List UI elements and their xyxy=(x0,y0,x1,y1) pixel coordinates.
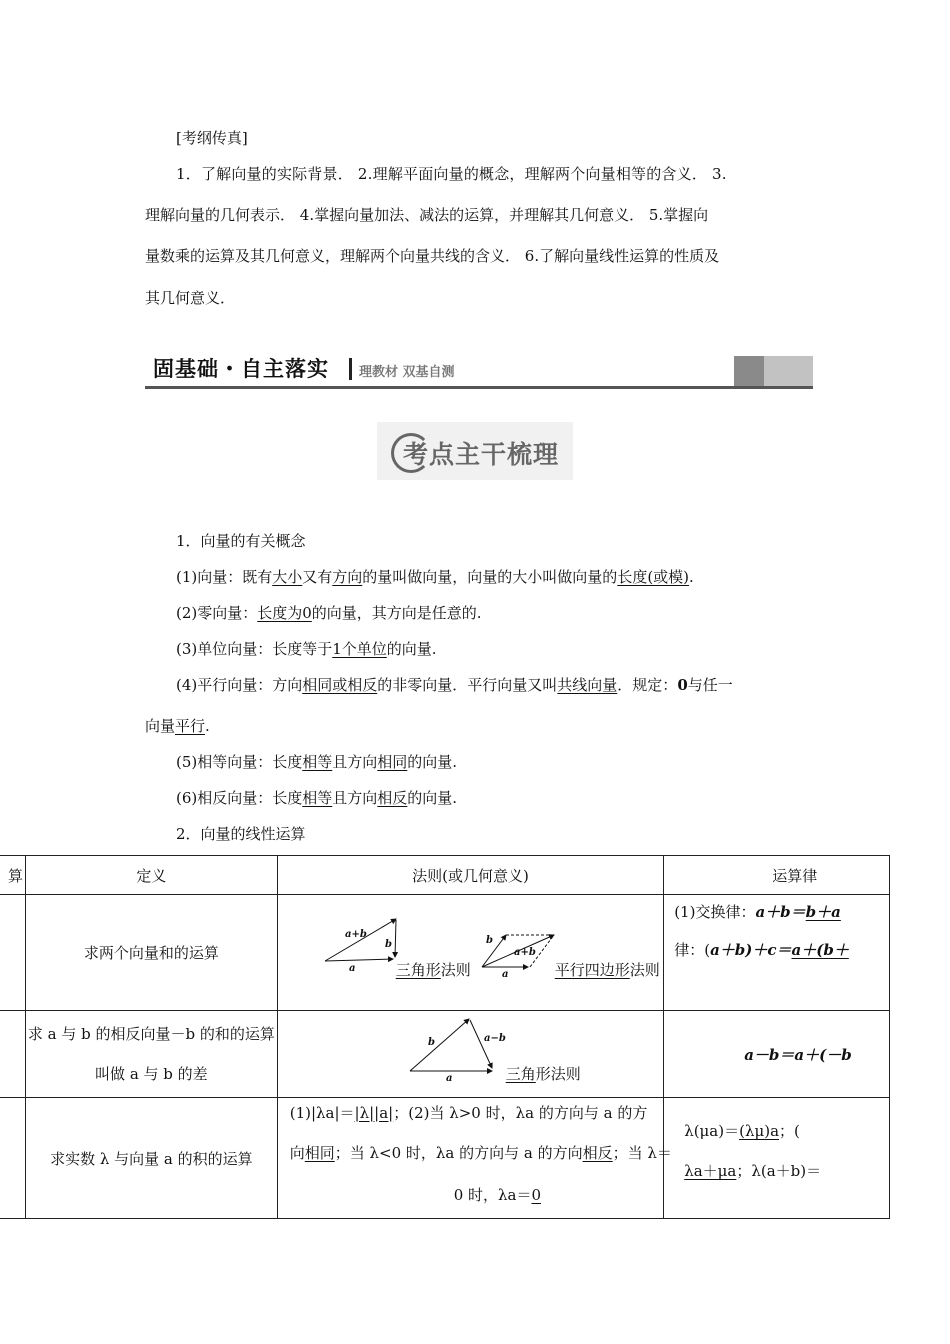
concept-parallel-vector-cont: 向量平行. xyxy=(145,717,210,735)
rule-scalar-line-1: (1)|λa|＝|λ||a|；(2)当 λ>0 时，λa 的方向与 a 的方 xyxy=(289,1104,648,1122)
law-associative: 律：(a＋b)＋c＝a＋(b＋ xyxy=(674,941,849,959)
table-cell-rule xyxy=(277,895,663,1011)
table-header-cell: 运算律 xyxy=(664,856,890,895)
table-header-row xyxy=(0,856,890,895)
rule-scalar-line-3: 0 时，λa＝0 xyxy=(453,1186,542,1204)
table-cell-rule xyxy=(277,1011,663,1098)
law-scalar-associative: λ(μa)＝(λμ)a；( xyxy=(684,1122,800,1140)
section1-heading: 1．向量的有关概念 xyxy=(176,532,306,550)
table-cell xyxy=(0,1098,25,1219)
rule-triangle-label: 三角形法则 xyxy=(505,1065,581,1083)
table-cell-rule xyxy=(277,1098,672,1219)
concept-vector: (1)向量：既有大小又有方向的量叫做向量，向量的大小叫做向量的长度(或模). xyxy=(176,568,694,586)
table-header-cell: 法则(或几何意义) xyxy=(277,856,663,895)
banner-block-light xyxy=(764,356,813,386)
stamp-text: 考点主干梳理 xyxy=(403,440,560,469)
table-row xyxy=(0,1011,890,1098)
table-cell-definition: 求 a 与 b 的相反向量－b 的和的运算 叫做 a 与 b 的差 xyxy=(25,1011,277,1098)
table-header-cell: 算 xyxy=(0,856,25,895)
table-cell-law xyxy=(664,895,890,1011)
syllabus-line-4: 其几何意义． xyxy=(145,289,236,307)
syllabus-line-1: 1．了解向量的实际背景． 2.理解平面向量的概念，理解两个向量相等的含义． 3. xyxy=(176,165,727,183)
linear-operations-table xyxy=(0,855,890,1219)
label-b: b xyxy=(485,935,493,946)
concept-parallel-vector: (4)平行向量：方向相同或相反的非零向量．平行向量又叫共线向量．规定：0与任一 xyxy=(176,676,733,694)
table-row xyxy=(0,895,890,1011)
table-row xyxy=(0,1098,890,1219)
table-header-cell: 定义 xyxy=(25,856,277,895)
label-a: a xyxy=(348,963,356,974)
concept-zero-vector: (2)零向量：长度为0的向量，其方向是任意的. xyxy=(176,604,482,622)
section2-heading: 2．向量的线性运算 xyxy=(176,825,306,843)
law-commutative: (1)交换律：a＋b＝b＋a xyxy=(674,903,841,921)
banner-divider xyxy=(349,358,352,380)
rule-parallelogram-label: 平行四边形法则 xyxy=(554,961,660,979)
concept-unit-vector: (3)单位向量：长度等于1个单位的向量. xyxy=(176,640,437,658)
syllabus-heading: [考纲传真] xyxy=(176,129,248,147)
table-cell-law: a－b＝a＋(－b xyxy=(664,1011,890,1098)
concept-equal-vector: (5)相等向量：长度相等且方向相同的向量. xyxy=(176,753,458,771)
rule-triangle-label: 三角形法则 xyxy=(395,961,471,979)
banner-block-dark xyxy=(734,356,764,386)
label-a: a xyxy=(501,969,509,980)
label-a-plus-b: a+b xyxy=(344,929,367,940)
table-cell-definition: 求实数 λ 与向量 a 的积的运算 xyxy=(25,1098,277,1219)
banner-subtitle: 理教材 双基自测 xyxy=(359,365,455,380)
syllabus-line-3: 量数乘的运算及其几何意义，理解两个向量共线的含义． 6.了解向量线性运算的性质及 xyxy=(145,247,720,265)
rule-scalar-line-2: 向相同；当 λ<0 时，λa 的方向与 a 的方向相反；当 λ＝ xyxy=(289,1144,672,1162)
law-scalar-distributive: λa＋μa；λ(a＋b)＝ xyxy=(684,1162,822,1180)
label-a-minus-b: a−b xyxy=(483,1033,506,1044)
table-cell xyxy=(0,1011,25,1098)
label-a-plus-b: a+b xyxy=(513,947,536,958)
concept-opposite-vector: (6)相反向量：长度相等且方向相反的向量. xyxy=(176,789,458,807)
syllabus-line-2: 理解向量的几何表示． 4.掌握向量加法、减法的运算，并理解其几何意义． 5.掌握向 xyxy=(145,206,709,224)
table-cell xyxy=(0,895,25,1011)
section-banner xyxy=(145,350,813,389)
label-b: b xyxy=(384,939,392,950)
table-cell-law xyxy=(664,1098,890,1219)
table-cell-definition: 求两个向量和的运算 xyxy=(25,895,277,1011)
label-a: a xyxy=(445,1073,453,1084)
label-b: b xyxy=(427,1037,435,1048)
banner-title: 固基础・自主落实 xyxy=(153,357,329,381)
key-points-stamp xyxy=(377,422,573,480)
subtraction-triangle-diagram xyxy=(406,1015,506,1084)
